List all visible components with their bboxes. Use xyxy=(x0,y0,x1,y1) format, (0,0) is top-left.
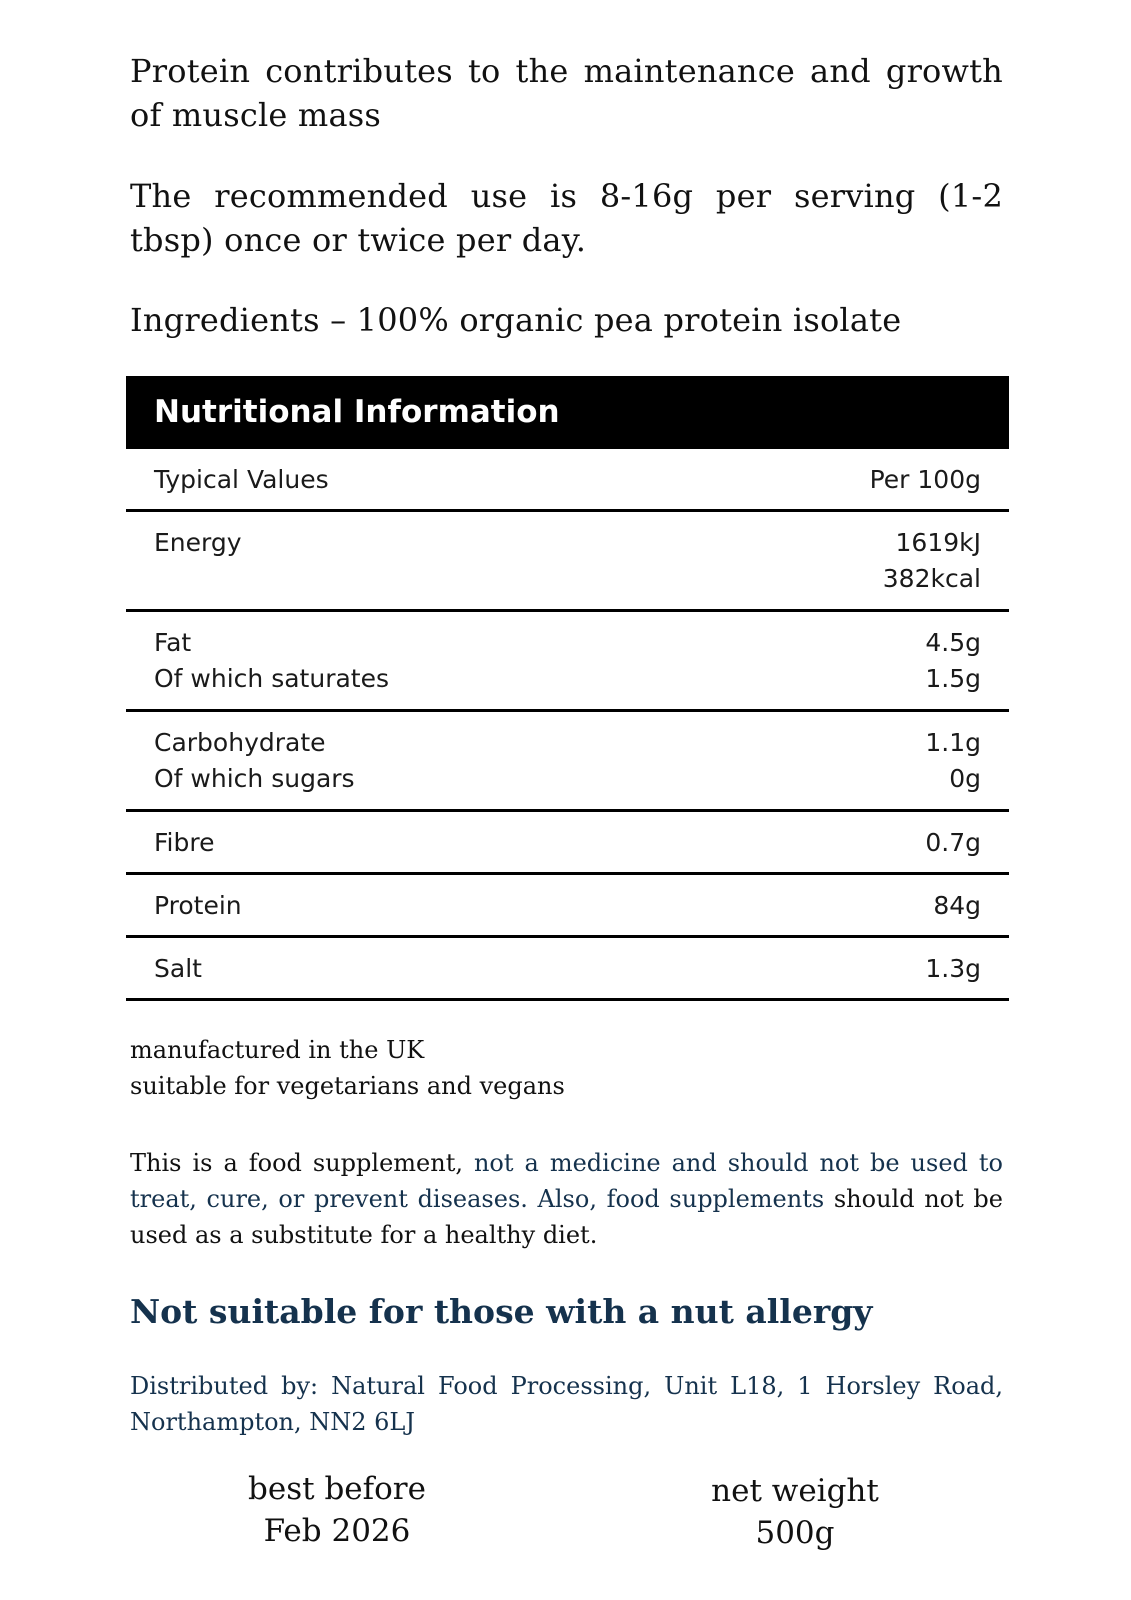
nutrition-title: Nutritional Information xyxy=(126,376,1009,449)
saturates-value: 1.5g xyxy=(925,664,981,693)
disclaimer-part-1: This is a food supplement, xyxy=(130,1149,474,1177)
best-before-date: Feb 2026 xyxy=(263,1513,411,1549)
carbohydrate-row xyxy=(126,712,1009,812)
supplement-disclaimer xyxy=(130,1145,1003,1253)
manufactured-text: manufactured in the UK xyxy=(130,1036,425,1064)
saturates-label: Of which saturates xyxy=(154,664,389,693)
fat-label: Fat xyxy=(154,628,192,657)
carbohydrate-value: 1.1g xyxy=(925,728,981,757)
nutrition-header-row xyxy=(126,449,1009,512)
origin-info xyxy=(130,1032,1003,1104)
benefit-claim: Protein contributes to the maintenance and growth of muscle mass xyxy=(130,52,1003,134)
protein-value: 84g xyxy=(933,891,981,920)
sugars-value: 0g xyxy=(949,764,981,793)
fibre-row xyxy=(126,812,1009,875)
ingredients: Ingredients – 100% organic pea protein isolate xyxy=(130,301,902,339)
net-weight-value: 500g xyxy=(755,1515,835,1551)
disclaimer-part-3: should not be used as a substitute for a healthy diet. xyxy=(130,1185,1003,1249)
salt-row xyxy=(126,938,1009,1001)
fibre-label: Fibre xyxy=(154,828,215,857)
best-before-label: best before xyxy=(248,1471,426,1507)
disclaimer-part-2: not a medicine and should not be used to treat, cure, or prevent diseases. Also, food supplements xyxy=(130,1149,1003,1213)
energy-label: Energy xyxy=(154,528,242,557)
best-before-block xyxy=(232,1468,442,1552)
nutrition-table xyxy=(126,376,1009,1001)
salt-label: Salt xyxy=(154,954,202,983)
typical-values-label: Typical Values xyxy=(154,465,329,494)
energy-row xyxy=(126,512,1009,612)
carbohydrate-label: Carbohydrate xyxy=(154,728,326,757)
per-100g-label: Per 100g xyxy=(869,465,981,494)
energy-kcal: 382kcal xyxy=(882,564,981,593)
net-weight-block xyxy=(680,1470,910,1554)
protein-row xyxy=(126,875,1009,938)
energy-kj: 1619kJ xyxy=(895,528,981,557)
sugars-label: Of which sugars xyxy=(154,764,355,793)
allergy-warning: Not suitable for those with a nut allergy xyxy=(130,1292,873,1331)
fibre-value: 0.7g xyxy=(925,828,981,857)
salt-value: 1.3g xyxy=(925,954,981,983)
net-weight-label: net weight xyxy=(711,1473,879,1509)
suitable-text: suitable for vegetarians and vegans xyxy=(130,1072,565,1100)
fat-value: 4.5g xyxy=(925,628,981,657)
recommended-use: The recommended use is 8-16g per serving (1-2 tbsp) once or twice per day. xyxy=(130,177,1003,259)
distributor-address: Distributed by: Natural Food Processing, Unit L18, 1 Horsley Road, Northampton, NN2 6LJ xyxy=(130,1372,1003,1436)
fat-row xyxy=(126,612,1009,712)
protein-label: Protein xyxy=(154,891,242,920)
